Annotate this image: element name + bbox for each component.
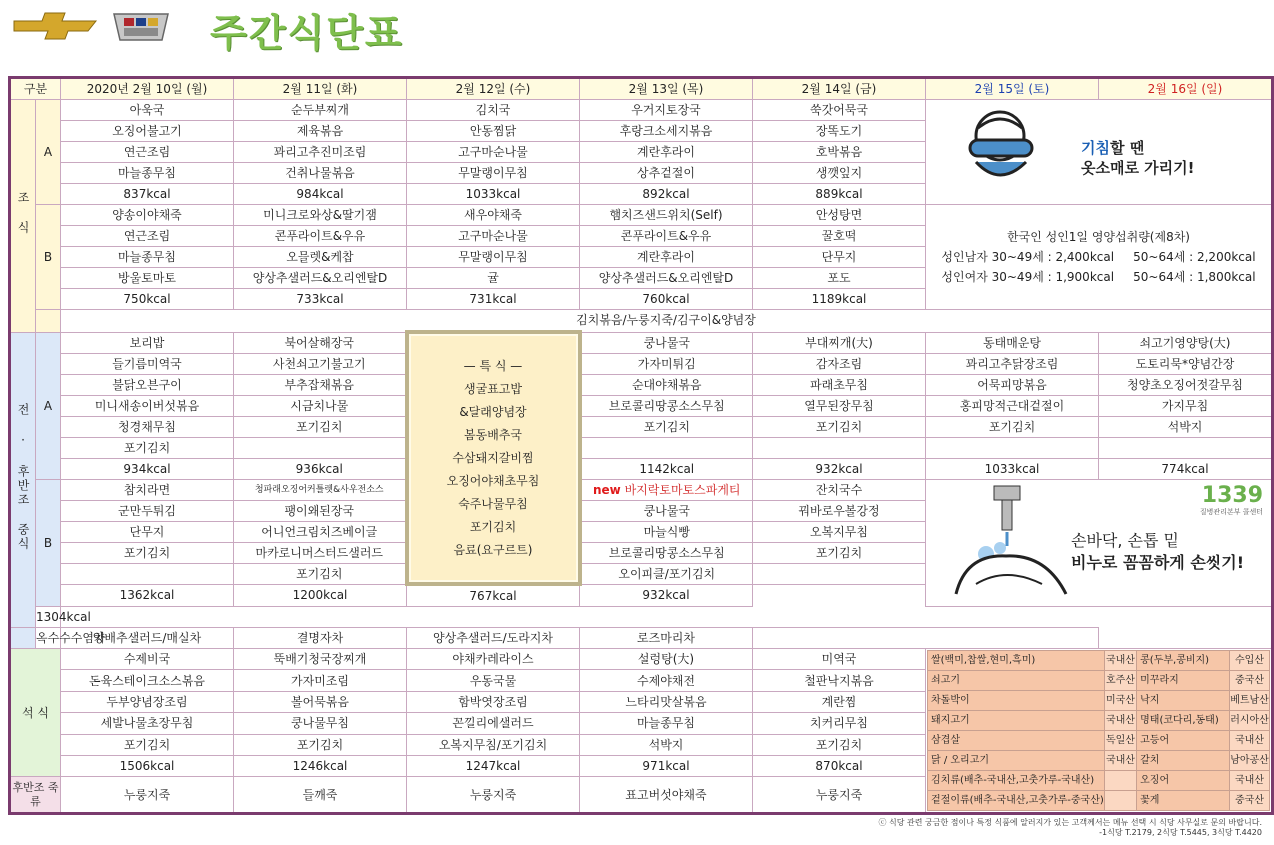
origin-food: 갈치 [1137, 751, 1230, 771]
breakfast-b-label: B [36, 205, 61, 310]
menu-item: 미역국 [753, 649, 926, 670]
kcal-value: 760kcal [580, 289, 753, 310]
menu-item: 볼어묵볶음 [234, 691, 407, 712]
menu-item: 햄치즈샌드위치(Self) [580, 205, 753, 226]
origin-row [928, 731, 1270, 751]
menu-item: 가자미조림 [234, 670, 407, 691]
origin-country [1104, 791, 1136, 811]
menu-item: 계란찜 [753, 691, 926, 712]
handwash-line2: 비누로 꼼꼼하게 손씻기! [1071, 552, 1244, 572]
kcal-value: 837kcal [61, 184, 234, 205]
menu-item: 뚝배기청국장찌개 [234, 649, 407, 670]
origin-food: 콩(두부,콩비지) [1137, 651, 1230, 671]
special-item: 포기김치 [469, 519, 517, 534]
menu-item: 파래초무침 [753, 374, 926, 395]
menu-item: 아욱국 [61, 100, 234, 121]
day-header-row [10, 78, 1273, 100]
nutrition-info [926, 205, 1273, 310]
day-header-mon: 2020년 2월 10일 (월) [61, 78, 234, 100]
menu-item: 사천쇠고기불고기 [234, 353, 407, 374]
drink-item: 옥수수수염차 [36, 628, 61, 649]
drink-item: 양배추샐러드/매실차 [61, 628, 234, 649]
origin-country: 국내산 [1104, 711, 1136, 731]
menu-item [580, 437, 753, 458]
drink-item: 결명자차 [234, 628, 407, 649]
menu-item: 느타리맛살볶음 [580, 691, 753, 712]
special-menu [407, 332, 580, 584]
origin-country: 국내산 [1104, 651, 1136, 671]
origin-row [928, 691, 1270, 711]
menu-item: 무말랭이무침 [407, 247, 580, 268]
menu-item: 콘푸라이트&우유 [580, 226, 753, 247]
menu-item: 쿵나물국 [580, 332, 753, 353]
day-header-sun: 2월 16일 (일) [1099, 78, 1273, 100]
kcal-value: 870kcal [753, 755, 926, 776]
menu-item: 청양초오징어젓갈무침 [1099, 374, 1273, 395]
menu-item: 콘푸라이트&우유 [234, 226, 407, 247]
table-row [10, 353, 1273, 374]
menu-item: 포기김치 [234, 416, 407, 437]
origin-food: 고등어 [1137, 731, 1230, 751]
menu-item: 석박지 [1099, 416, 1273, 437]
menu-item: 마늘종무침 [61, 163, 234, 184]
menu-item: 방울토마토 [61, 268, 234, 289]
weekly-menu-table [8, 76, 1274, 815]
menu-item: 마늘종무침 [61, 247, 234, 268]
menu-item: 브로콜리땅콩소스무침 [580, 395, 753, 416]
menu-item: 생깻잎지 [753, 163, 926, 184]
menu-item: 표고버섯야채죽 [580, 777, 753, 814]
menu-item: 포기김치 [753, 416, 926, 437]
menu-item: 마늘종무침 [580, 713, 753, 734]
kcal-value: 733kcal [234, 289, 407, 310]
menu-item: 쑥갓어묵국 [753, 100, 926, 121]
breakfast-common-row [10, 310, 1273, 333]
origin-food: 돼지고기 [928, 711, 1105, 731]
origin-country [1104, 771, 1136, 791]
menu-item: 오복지무침/포기김치 [407, 734, 580, 755]
menu-item: 어니언크림치즈베이글 [234, 521, 407, 542]
menu-item: 참치라면 [61, 479, 234, 500]
table-row [10, 374, 1273, 395]
menu-item: 포기김치 [234, 734, 407, 755]
menu-item: 오징어불고기 [61, 121, 234, 142]
menu-item: 들기름미역국 [61, 353, 234, 374]
menu-item: 포기김치 [580, 416, 753, 437]
origin-country: 베트남산 [1230, 691, 1270, 711]
special-item: 음료(요구르트) [453, 542, 533, 557]
handwash-poster [926, 479, 1273, 607]
origin-row [928, 791, 1270, 811]
menu-item: 어묵피망볶음 [926, 374, 1099, 395]
menu-item: new 바지락토마토스파게티 [580, 479, 753, 500]
menu-item: 오믈렛&케찹 [234, 247, 407, 268]
special-item: 수삼돼지갈비찜 [452, 450, 534, 465]
menu-item: 청파래오징어커틀렛&사우전소스 [234, 479, 407, 500]
origin-country: 국내산 [1230, 771, 1270, 791]
kcal-value: 1033kcal [926, 458, 1099, 479]
kcal-value: 1506kcal [61, 755, 234, 776]
page-header [0, 0, 1274, 72]
table-row [10, 479, 1273, 500]
table-row [10, 437, 1273, 458]
table-row [10, 205, 1273, 226]
nutrition-title: 한국인 성인1일 영양섭취량(제8차) [1007, 230, 1190, 244]
origin-food: 꽃게 [1137, 791, 1230, 811]
menu-item: 꼰낄리에샐러드 [407, 713, 580, 734]
origin-country: 호주산 [1104, 671, 1136, 691]
special-head: — 특 식 — [463, 358, 523, 373]
menu-item: 야채카레라이스 [407, 649, 580, 670]
kcal-value: 889kcal [753, 184, 926, 205]
menu-item: 함박엿장조림 [407, 691, 580, 712]
corner-label: 구분 [10, 78, 61, 100]
kcal-value: 1247kcal [407, 755, 580, 776]
table-row [10, 416, 1273, 437]
footer-note [878, 818, 1262, 838]
menu-item: 장똑도기 [753, 121, 926, 142]
menu-item: 부추잡채볶음 [234, 374, 407, 395]
kcal-value: 1362kcal [61, 584, 234, 607]
menu-item: 청경채무침 [61, 416, 234, 437]
kcal-value: 1033kcal [407, 184, 580, 205]
table-row [10, 332, 1273, 353]
origin-country: 미국산 [1104, 691, 1136, 711]
origin-food: 삼겹살 [928, 731, 1105, 751]
kcal-value: 934kcal [61, 458, 234, 479]
menu-item: 가지무침 [1099, 395, 1273, 416]
origin-food: 낙지 [1137, 691, 1230, 711]
section-lunch: 전 · 후반조 중식 [10, 332, 36, 628]
cough-text-a: 기침 [1081, 139, 1110, 157]
menu-item: 누룽지죽 [407, 777, 580, 814]
cough-etiquette-poster [926, 100, 1273, 205]
menu-item: 포기김치 [61, 437, 234, 458]
origin-food: 닭 / 오리고기 [928, 751, 1105, 771]
menu-item: 고구마순나물 [407, 226, 580, 247]
menu-item: 돈육스테이크소스볶음 [61, 670, 234, 691]
kcal-value: 1142kcal [580, 458, 753, 479]
menu-item: 보리밥 [61, 332, 234, 353]
menu-item: 순두부찌개 [234, 100, 407, 121]
menu-item: 오복지무침 [753, 521, 926, 542]
kcal-value: 971kcal [580, 755, 753, 776]
table-row [10, 649, 1273, 670]
lunch-a-label: A [36, 332, 61, 479]
kcal-row [10, 607, 1273, 628]
menu-item: 꽈리고추진미조림 [234, 142, 407, 163]
menu-item: 도토리묵*양념간장 [1099, 353, 1273, 374]
kcal-value: 774kcal [1099, 458, 1273, 479]
origin-food: 차돌박이 [928, 691, 1105, 711]
menu-item: 쿵나물무침 [234, 713, 407, 734]
menu-item: 귤 [407, 268, 580, 289]
menu-item: 미니새송이버섯볶음 [61, 395, 234, 416]
menu-item [753, 437, 926, 458]
origin-country: 남아공산 [1230, 751, 1270, 771]
origin-food: 김치류(배추-국내산,고춧가루-국내산) [928, 771, 1105, 791]
origin-food: 쇠고기 [928, 671, 1105, 691]
menu-item: 수제야채전 [580, 670, 753, 691]
cough-person-icon [966, 106, 1036, 184]
table-row [10, 100, 1273, 121]
menu-item: 설렁탕(大) [580, 649, 753, 670]
footer-line1: ⓒ 식당 관련 궁금한 점이나 특정 식품에 알러지가 있는 고객께서는 메뉴 선택 시 식당 사무실로 문의 바랍니다. [878, 818, 1262, 827]
menu-item: 브로콜리땅콩소스무침 [580, 542, 753, 563]
origin-row [928, 771, 1270, 791]
menu-item: 양송이야채죽 [61, 205, 234, 226]
day-header-sat: 2월 15일 (토) [926, 78, 1099, 100]
cadillac-logo-icon [108, 10, 174, 44]
menu-item: 꽈리고추닭장조림 [926, 353, 1099, 374]
menu-item: 치커리무침 [753, 713, 926, 734]
origin-food: 오징어 [1137, 771, 1230, 791]
chevrolet-logo-icon [14, 13, 96, 39]
origin-country: 중국산 [1230, 671, 1270, 691]
origin-food: 겉절이류(배추-국내산,고춧가루-중국산) [928, 791, 1105, 811]
menu-item: 포기김치 [61, 542, 234, 563]
menu-item: 포도 [753, 268, 926, 289]
special-kcal: 1304kcal [36, 607, 61, 628]
menu-item: 연근조림 [61, 142, 234, 163]
menu-item: 마늘식빵 [580, 521, 753, 542]
brand-sub: 질병관리본부 콜센터 [1199, 507, 1263, 516]
menu-item: 북어살해장국 [234, 332, 407, 353]
menu-item: 양상추샐러드&오리엔탈D [580, 268, 753, 289]
origin-country: 국내산 [1104, 751, 1136, 771]
kcal-value: 1200kcal [234, 584, 407, 607]
cough-text-b: 할 땐 [1109, 139, 1145, 157]
menu-item [926, 437, 1099, 458]
menu-item: 안성탕면 [753, 205, 926, 226]
menu-item: 군만두튀김 [61, 500, 234, 521]
lunch-b-label: B [36, 479, 61, 607]
menu-item: 잔치국수 [753, 479, 926, 500]
origin-food: 미꾸라지 [1137, 671, 1230, 691]
day-header-thu: 2월 13일 (목) [580, 78, 753, 100]
menu-item: 계란후라이 [580, 142, 753, 163]
menu-item: 팽이왜된장국 [234, 500, 407, 521]
menu-item: 가자미튀김 [580, 353, 753, 374]
handwash-icon [946, 484, 1076, 604]
menu-item: 동태매운탕 [926, 332, 1099, 353]
nutrition-female: 성인여자 30~49세 : 1,900kcal 50~64세 : 1,800kcal [941, 270, 1256, 284]
menu-item: 쇠고기영양탕(大) [1099, 332, 1273, 353]
menu-item: 포기김치 [753, 542, 926, 563]
menu-item: 우거지토장국 [580, 100, 753, 121]
origin-country: 독일산 [1104, 731, 1136, 751]
origin-country: 중국산 [1230, 791, 1270, 811]
section-breakfast: 조 식 [10, 100, 36, 333]
menu-item: 포기김치 [234, 563, 407, 584]
origin-row [928, 751, 1270, 771]
menu-item: 상추겉절이 [580, 163, 753, 184]
menu-item [234, 437, 407, 458]
kcal-value: 767kcal [407, 584, 580, 607]
breakfast-common: 김치볶음/누룽지죽/김구이&양념장 [61, 310, 1273, 333]
origin-country: 국내산 [1230, 731, 1270, 751]
menu-item: 홍피망적근대겉절이 [926, 395, 1099, 416]
kcal-value: 1189kcal [753, 289, 926, 310]
menu-item: 건취나물볶음 [234, 163, 407, 184]
nutrition-male: 성인남자 30~49세 : 2,400kcal 50~64세 : 2,200kcal [941, 250, 1256, 264]
menu-item: 두부양념장조림 [61, 691, 234, 712]
special-item: 봄동배추국 [464, 427, 522, 442]
origin-food: 쌀(백미,찹쌀,현미,흑미) [928, 651, 1105, 671]
origin-row [928, 671, 1270, 691]
table-row [10, 395, 1273, 416]
menu-item: 포기김치 [926, 416, 1099, 437]
origin-row [928, 651, 1270, 671]
menu-item: 부대찌개(大) [753, 332, 926, 353]
menu-item [1099, 437, 1273, 458]
menu-item: 쿵나물국 [580, 500, 753, 521]
kcal-row [10, 458, 1273, 479]
origin-info [926, 649, 1273, 814]
menu-item: 마카로니머스터드샐러드 [234, 542, 407, 563]
special-item: 생굴표고밥 [464, 381, 522, 396]
menu-item: 누룽지죽 [753, 777, 926, 814]
special-item: 오징어야채초무침 [446, 473, 540, 488]
origin-country: 수입산 [1230, 651, 1270, 671]
handwash-line1: 손바닥, 손톱 밑 [1071, 530, 1179, 550]
breakfast-a-label: A [36, 100, 61, 205]
menu-item: 안동찜닭 [407, 121, 580, 142]
kcal-value: 731kcal [407, 289, 580, 310]
kcal-value: 932kcal [753, 458, 926, 479]
menu-item: 고구마순나물 [407, 142, 580, 163]
drinks-row [10, 628, 1273, 649]
menu-item: 우동국물 [407, 670, 580, 691]
menu-item: 감자조림 [753, 353, 926, 374]
menu-item: 철판낙지볶음 [753, 670, 926, 691]
menu-item: 새우야채죽 [407, 205, 580, 226]
page-title: 주간식단표 [210, 11, 404, 55]
day-header-tue: 2월 11일 (화) [234, 78, 407, 100]
section-dinner: 석 식 [10, 649, 61, 777]
kcal-value: 892kcal [580, 184, 753, 205]
menu-item: 수제비국 [61, 649, 234, 670]
menu-item: 시금치나물 [234, 395, 407, 416]
origin-table [927, 650, 1270, 811]
menu-item: 미니크로와상&딸기잼 [234, 205, 407, 226]
menu-item [61, 563, 234, 584]
menu-item: 순대야채볶음 [580, 374, 753, 395]
footer-line2: -1식당 T.2179, 2식당 T.5445, 3식당 T.4420 [1099, 828, 1262, 837]
brand-1339: 1339 [1201, 482, 1263, 508]
menu-item: 누룽지죽 [61, 777, 234, 814]
section-porridge: 후반조 죽류 [10, 777, 61, 814]
menu-item: 호박볶음 [753, 142, 926, 163]
kcal-value: 932kcal [580, 584, 753, 607]
menu-item: 포기김치 [753, 734, 926, 755]
menu-item: 김치국 [407, 100, 580, 121]
menu-item: 들깨죽 [234, 777, 407, 814]
drink-item: 로즈마리차 [580, 628, 753, 649]
menu-item: 후랑크소세지볶음 [580, 121, 753, 142]
menu-item: 꿔바로우볼강정 [753, 500, 926, 521]
menu-item: 무말랭이무침 [407, 163, 580, 184]
menu-item: 꿀호떡 [753, 226, 926, 247]
kcal-value: 936kcal [234, 458, 407, 479]
menu-item [753, 563, 926, 584]
origin-food: 명태(코다리,동태) [1137, 711, 1230, 731]
menu-item: 연근조림 [61, 226, 234, 247]
menu-item: 단무지 [753, 247, 926, 268]
menu-item: 열무된장무침 [753, 395, 926, 416]
menu-item: 양상추샐러드&오리엔탈D [234, 268, 407, 289]
day-header-fri: 2월 14일 (금) [753, 78, 926, 100]
menu-item: 오이피클/포기김치 [580, 563, 753, 584]
day-header-wed: 2월 12일 (수) [407, 78, 580, 100]
kcal-value: 750kcal [61, 289, 234, 310]
menu-item: 세발나물초장무침 [61, 713, 234, 734]
menu-item: 석박지 [580, 734, 753, 755]
drink-item: 양상추샐러드/도라지차 [407, 628, 580, 649]
origin-country: 러시아산 [1230, 711, 1270, 731]
menu-item: 제육볶음 [234, 121, 407, 142]
special-item: &달래양념장 [459, 404, 527, 419]
menu-item: 계란후라이 [580, 247, 753, 268]
origin-row [928, 711, 1270, 731]
menu-item: 단무지 [61, 521, 234, 542]
menu-item: 포기김치 [61, 734, 234, 755]
menu-item: 불닭오븐구이 [61, 374, 234, 395]
special-item: 숙주나물무침 [458, 496, 528, 511]
kcal-value: 1246kcal [234, 755, 407, 776]
kcal-value: 984kcal [234, 184, 407, 205]
cough-text-line2: 옷소매로 가리기! [1081, 159, 1195, 177]
